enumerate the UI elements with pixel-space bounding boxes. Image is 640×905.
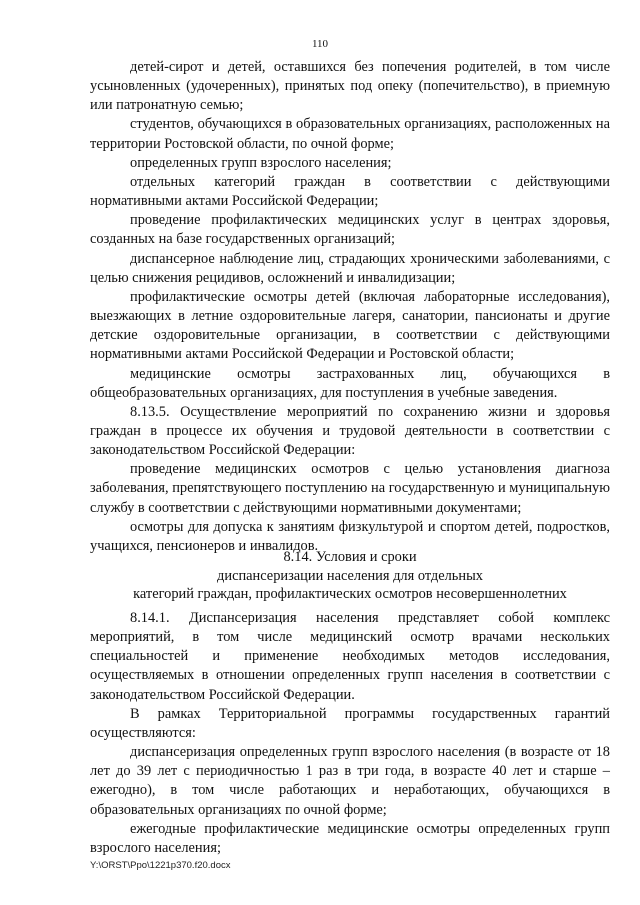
heading-line-2: диспансеризации населения для отдельных bbox=[217, 567, 483, 584]
document-body-top bbox=[90, 58, 610, 556]
paragraph-insured-students: медицинские осмотры застрахованных лиц, обучающихся в общеобразовательных организациях, для поступления в учебные заведения. bbox=[90, 365, 610, 401]
document-body-bottom bbox=[90, 609, 610, 858]
paragraph-children-checkups: профилактические осмотры детей (включая лабораторные исследования), выезжающих в летние оздоровительные лагеря, санатории, пансионаты и другие детские оздоровительные организации, в соответствии с действующими нормативными актами Российской Федерации и Ростовской области; bbox=[90, 288, 610, 363]
paragraph-annual-checkups: ежегодные профилактические медицинские осмотры определенных групп взрослого населения; bbox=[90, 820, 610, 856]
paragraph-students: студентов, обучающихся в образовательных организациях, расположенных на территории Ростовской области, по очной форме; bbox=[90, 116, 610, 152]
paragraph-sport-admission: осмотры для допуска к занятиям физкультурой и спортом детей, подростков, учащихся, пенсионеров и инвалидов. bbox=[90, 518, 610, 554]
paragraph-8-13-5: 8.13.5. Осуществление мероприятий по сохранению жизни и здоровья граждан в процессе их обучения и трудовой деятельности в соответствии с законодательством Российской Федерации: bbox=[90, 403, 610, 459]
heading-line-3: категорий граждан, профилактических осмотров несовершеннолетних bbox=[133, 586, 567, 602]
section-heading-8-14 bbox=[90, 548, 610, 604]
paragraph-adult-dispensarization: диспансеризация определенных групп взрослого населения (в возрасте от 18 лет до 39 лет с периодичностью 1 раз в три года, в возрасте 40 лет и старше – ежегодно), в том числе работающих и неработающих, обучающихся в образовательных организациях по очной форме; bbox=[90, 744, 610, 818]
paragraph-adult-groups: определенных групп взрослого населения; bbox=[130, 154, 392, 171]
heading-line-1: 8.14. Условия и сроки bbox=[283, 549, 417, 565]
paragraph-8-14-1: 8.14.1. Диспансеризация населения представляет собой комплекс мероприятий, в том числе медицинский осмотр врачами нескольких специальностей и применение необходимых методов исследования, осуществляемых в отношении определенных групп населения в соответствии с законодательством Российской Федерации. bbox=[90, 610, 610, 703]
paragraph-program-scope: В рамках Территориальной программы государственных гарантий осуществляются: bbox=[90, 705, 610, 741]
paragraph-service-examinations: проведение медицинских осмотров с целью установления диагноза заболевания, препятствующего поступлению на государственную и муниципальную службу в соответствии с действующими нормативными документами; bbox=[90, 461, 610, 516]
paragraph-dispensary-observation: диспансерное наблюдение лиц, страдающих хроническими заболеваниями, с целью снижения рецидивов, осложнений и инвалидизации; bbox=[90, 250, 610, 286]
paragraph-orphans: детей-сирот и детей, оставшихся без попечения родителей, в том числе усыновленных (удочеренных), принятых под опеку (попечительство), в приемную или патронатную семью; bbox=[90, 59, 610, 114]
paragraph-citizen-categories: отдельных категорий граждан в соответствии с действующими нормативными актами Российской Федерации; bbox=[90, 173, 610, 210]
paragraph-health-centers: проведение профилактических медицинских услуг в центрах здоровья, созданных на базе государственных организаций; bbox=[90, 212, 610, 248]
page-number: 110 bbox=[311, 38, 329, 50]
footer-file-path: Y:\ORST\Ppo\1221p370.f20.docx bbox=[90, 860, 231, 871]
